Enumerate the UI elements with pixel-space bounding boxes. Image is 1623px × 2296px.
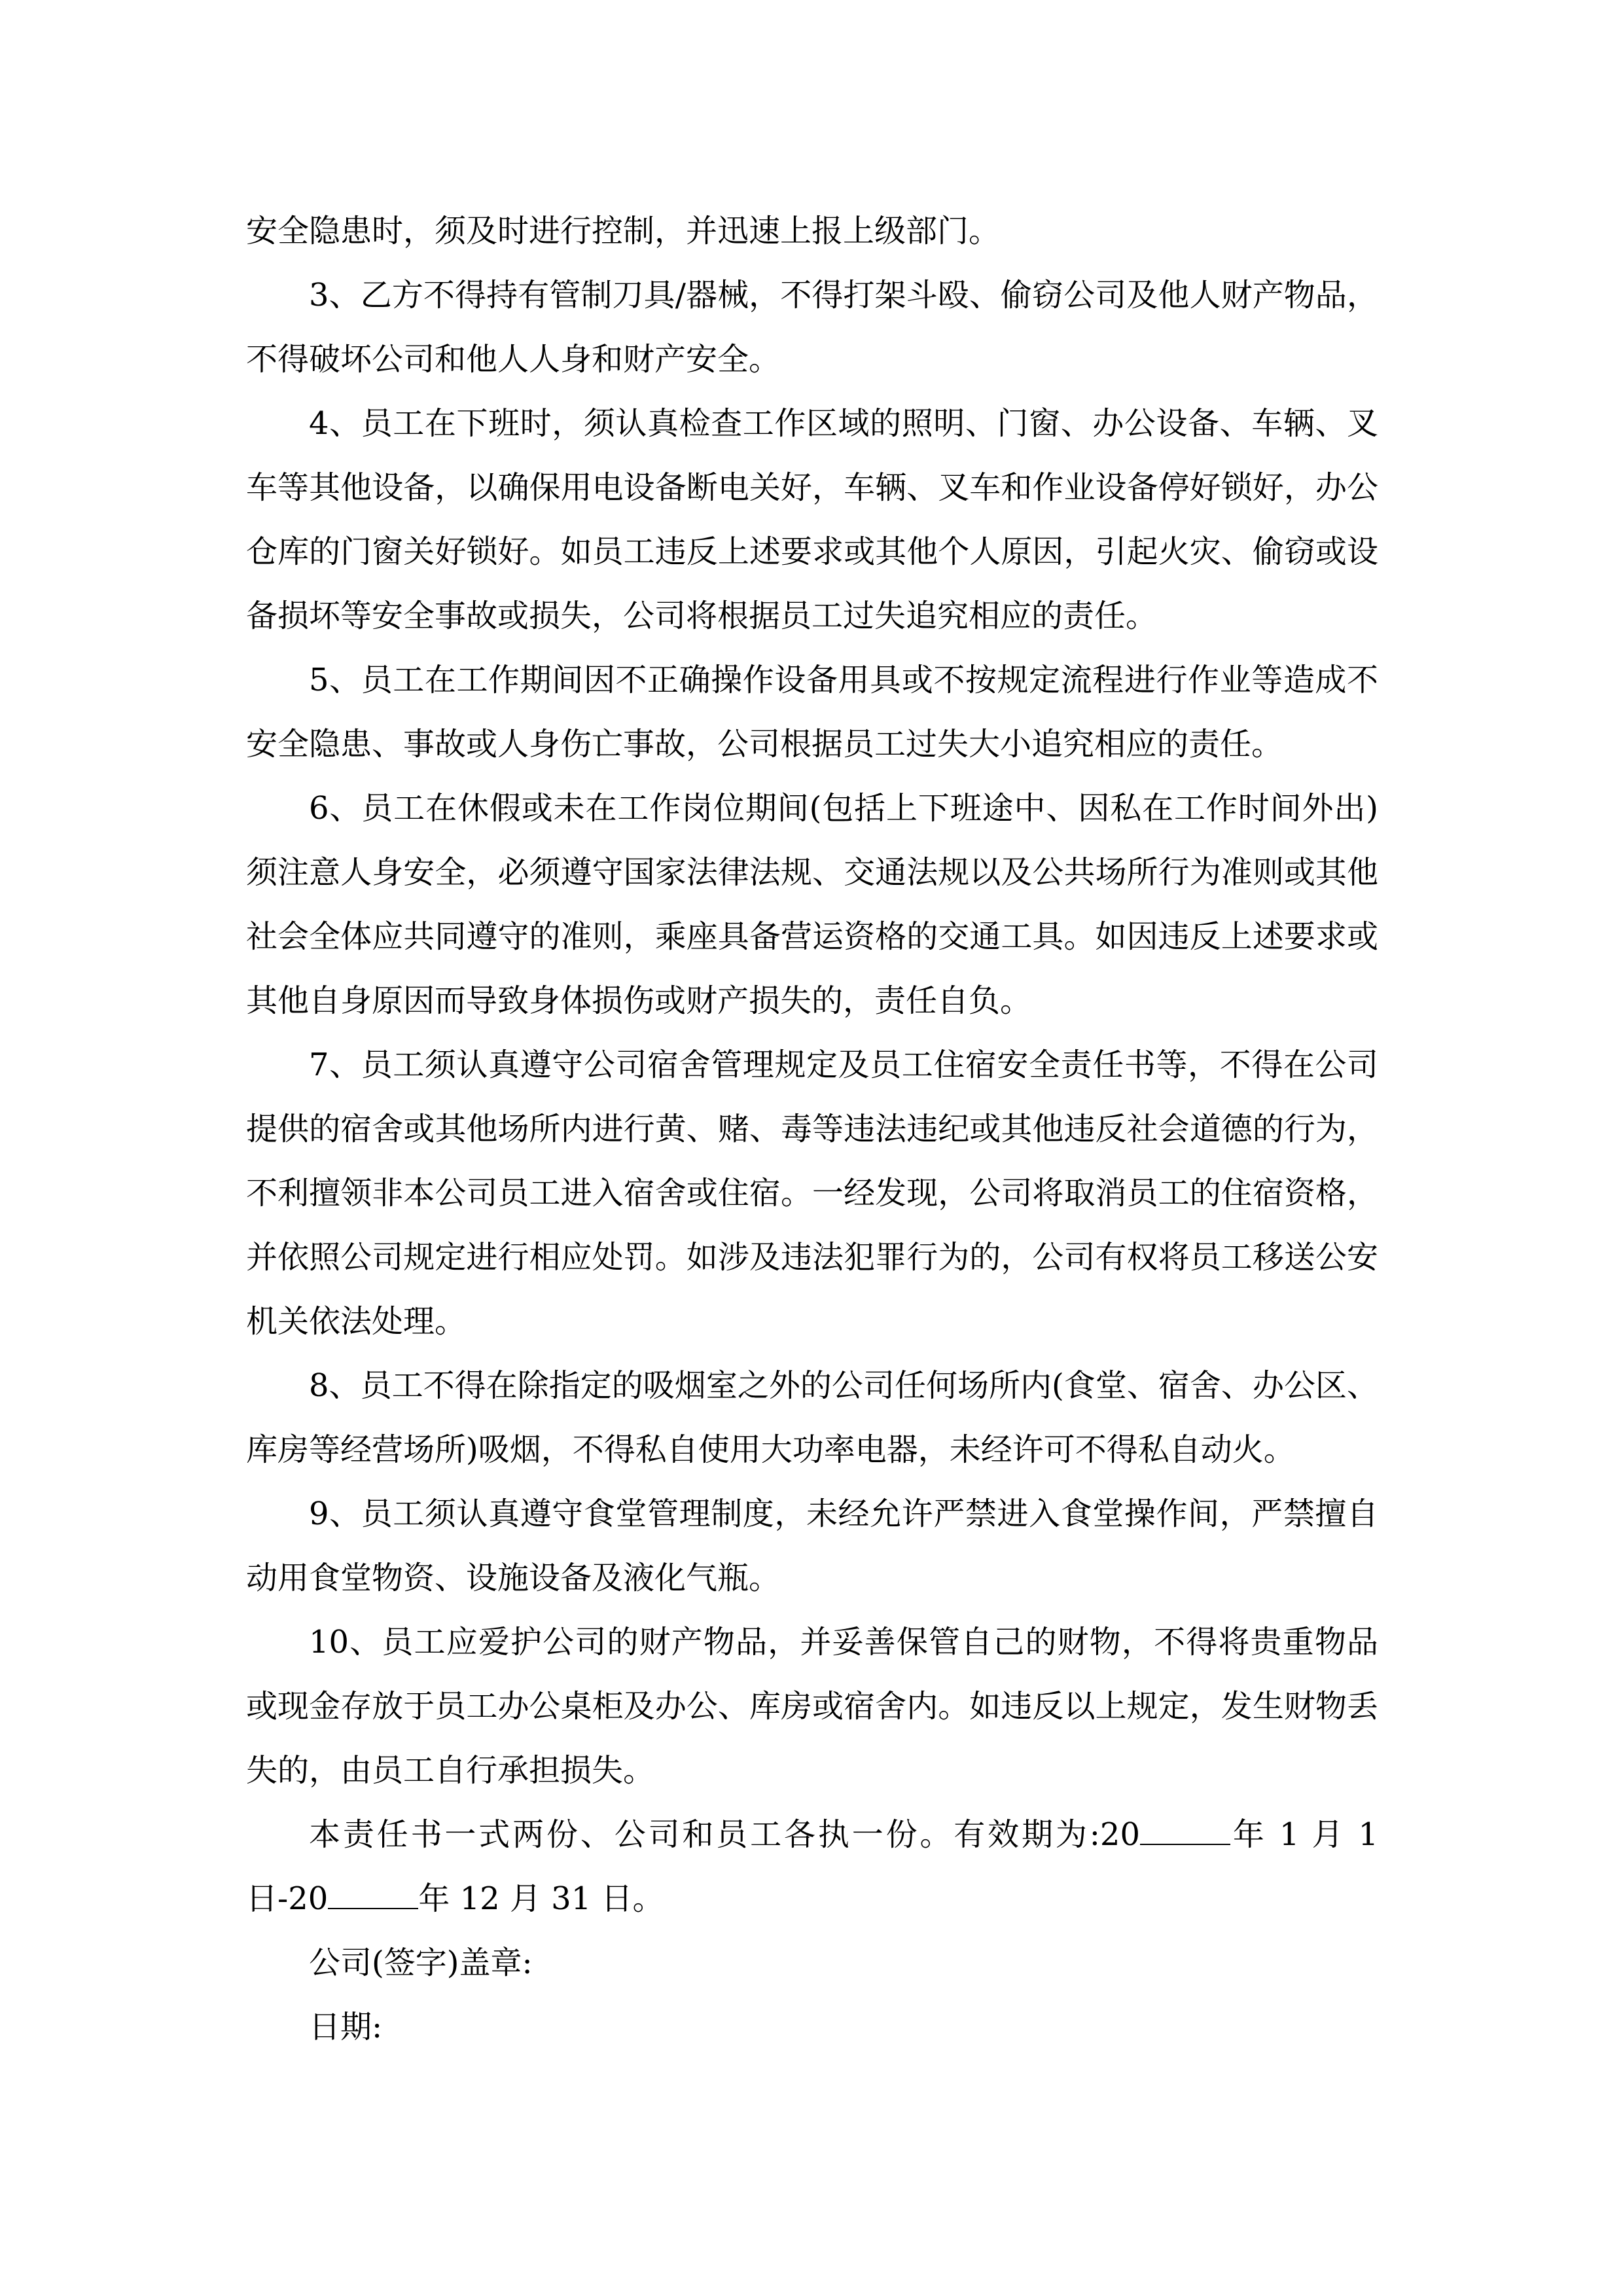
year-blank-start: [1140, 1818, 1230, 1845]
validity-paragraph: [246, 1803, 1378, 1931]
paragraph-item-7: 7、员工须认真遵守公司宿舍管理规定及员工住宿安全责任书等，不得在公司提供的宿舍或其他场所内进行黄、赌、毒等违法违纪或其他违反社会道德的行为，不利擅领非本公司员工进入宿舍或住宿。一经发现，公司将取消员工的住宿资格，并依照公司规定进行相应处罚。如涉及违法犯罪行为的，公司有权将员工移送公安机关依法处理。: [246, 1047, 1378, 1340]
paragraph-item-6: 6、员工在休假或未在工作岗位期间(包括上下班途中、因私在工作时间外出)须注意人身安全，必须遵守国家法律法规、交通法规以及公共场所行为准则或其他社会全体应共同遵守的准则，乘座具备营运资格的交通工具。如因违反上述要求或其他自身原因而导致身体损伤或财产损失的，责任自负。: [246, 790, 1378, 1019]
year-blank-end: [328, 1882, 418, 1909]
paragraph-item-5: 5、员工在工作期间因不正确操作设备用具或不按规定流程进行作业等造成不安全隐患、事故或人身伤亡事故，公司根据员工过失大小追究相应的责任。: [246, 662, 1378, 762]
validity-middle: 年 1 月 1 日-20: [246, 1816, 1378, 1917]
paragraph-item-10: 10、员工应爱护公司的财产物品，并妥善保管自己的财物，不得将贵重物品或现金存放于员工办公桌柜及办公、库房或宿舍内。如违反以上规定，发生财物丢失的，由员工自行承担损失。: [246, 1624, 1378, 1789]
paragraph-continuation: 安全隐患时，须及时进行控制，并迅速上报上级部门。: [246, 213, 1001, 249]
validity-prefix: 本责任书一式两份、公司和员工各执一份。有效期为:20: [309, 1816, 1140, 1853]
document-body: [246, 199, 1378, 2059]
company-signature-label: 公司(签字)盖章:: [309, 1945, 533, 1981]
date-label: 日期:: [309, 2009, 383, 2045]
paragraph-item-4: 4、员工在下班时，须认真检查工作区域的照明、门窗、办公设备、车辆、叉车等其他设备，以确保用电设备断电关好，车辆、叉车和作业设备停好锁好，办公仓库的门窗关好锁好。如员工违反上述要求或其他个人原因，引起火灾、偷窃或设备损坏等安全事故或损失，公司将根据员工过失追究相应的责任。: [246, 405, 1378, 634]
paragraph-item-3: 3、乙方不得持有管制刀具/器械，不得打架斗殴、偷窃公司及他人财产物品，不得破坏公司和他人人身和财产安全。: [246, 277, 1378, 378]
paragraph-item-8: 8、员工不得在除指定的吸烟室之外的公司任何场所内(食堂、宿舍、办公区、库房等经营场所)吸烟，不得私自使用大功率电器，未经许可不得私自动火。: [246, 1367, 1378, 1468]
paragraph-item-9: 9、员工须认真遵守食堂管理制度，未经允许严禁进入食堂操作间，严禁擅自动用食堂物资、设施设备及液化气瓶。: [246, 1496, 1378, 1596]
validity-suffix: 年 12 月 31 日。: [418, 1880, 664, 1917]
